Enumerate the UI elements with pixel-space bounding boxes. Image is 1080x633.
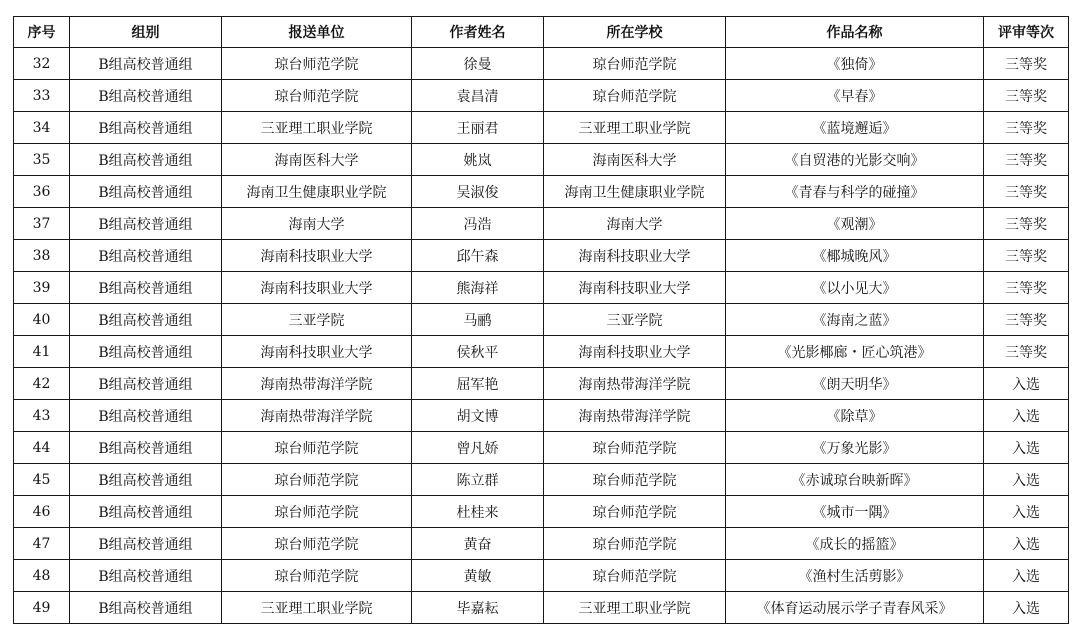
cell-submitting-unit: 琼台师范学院 (222, 528, 412, 560)
cell-award-level: 入选 (984, 528, 1069, 560)
table-row (14, 272, 1069, 304)
cell-school: 琼台师范学院 (544, 464, 726, 496)
cell-serial: 48 (14, 560, 70, 592)
cell-school: 海南大学 (544, 208, 726, 240)
cell-author-name: 马鹂 (412, 304, 544, 336)
cell-author-name: 侯秋平 (412, 336, 544, 368)
cell-school: 海南热带海洋学院 (544, 400, 726, 432)
table-row (14, 432, 1069, 464)
cell-author-name: 胡文博 (412, 400, 544, 432)
cell-work-title: 《赤诚琼台映新晖》 (726, 464, 984, 496)
cell-work-title: 《自贸港的光影交响》 (726, 144, 984, 176)
cell-school: 琼台师范学院 (544, 432, 726, 464)
cell-work-title: 《蓝境邂逅》 (726, 112, 984, 144)
cell-author-name: 黄敏 (412, 560, 544, 592)
table-row (14, 336, 1069, 368)
table-row (14, 176, 1069, 208)
cell-submitting-unit: 三亚理工职业学院 (222, 112, 412, 144)
cell-group: B组高校普通组 (70, 144, 222, 176)
cell-award-level: 三等奖 (984, 48, 1069, 80)
table-row (14, 528, 1069, 560)
cell-work-title: 《独倚》 (726, 48, 984, 80)
cell-work-title: 《观潮》 (726, 208, 984, 240)
cell-serial: 39 (14, 272, 70, 304)
cell-submitting-unit: 琼台师范学院 (222, 48, 412, 80)
cell-school: 海南医科大学 (544, 144, 726, 176)
cell-author-name: 陈立群 (412, 464, 544, 496)
table-row (14, 144, 1069, 176)
header-group: 组别 (70, 17, 222, 48)
table-row (14, 80, 1069, 112)
cell-group: B组高校普通组 (70, 432, 222, 464)
cell-school: 三亚学院 (544, 304, 726, 336)
cell-award-level: 三等奖 (984, 272, 1069, 304)
cell-submitting-unit: 海南科技职业大学 (222, 336, 412, 368)
cell-serial: 34 (14, 112, 70, 144)
cell-work-title: 《椰城晚风》 (726, 240, 984, 272)
cell-award-level: 三等奖 (984, 240, 1069, 272)
cell-award-level: 三等奖 (984, 80, 1069, 112)
table-row (14, 400, 1069, 432)
cell-serial: 45 (14, 464, 70, 496)
header-work-title: 作品名称 (726, 17, 984, 48)
cell-award-level: 入选 (984, 496, 1069, 528)
cell-group: B组高校普通组 (70, 400, 222, 432)
cell-group: B组高校普通组 (70, 368, 222, 400)
cell-award-level: 入选 (984, 400, 1069, 432)
cell-work-title: 《成长的摇篮》 (726, 528, 984, 560)
table-row (14, 368, 1069, 400)
table-row (14, 464, 1069, 496)
cell-school: 琼台师范学院 (544, 80, 726, 112)
cell-school: 琼台师范学院 (544, 496, 726, 528)
cell-work-title: 《朗天明华》 (726, 368, 984, 400)
cell-group: B组高校普通组 (70, 464, 222, 496)
table-row (14, 48, 1069, 80)
cell-submitting-unit: 琼台师范学院 (222, 80, 412, 112)
table-row (14, 592, 1069, 624)
cell-work-title: 《除草》 (726, 400, 984, 432)
results-table (13, 16, 1069, 624)
cell-group: B组高校普通组 (70, 560, 222, 592)
cell-award-level: 入选 (984, 432, 1069, 464)
cell-serial: 46 (14, 496, 70, 528)
cell-group: B组高校普通组 (70, 304, 222, 336)
cell-submitting-unit: 琼台师范学院 (222, 464, 412, 496)
cell-group: B组高校普通组 (70, 496, 222, 528)
cell-author-name: 冯浩 (412, 208, 544, 240)
cell-work-title: 《渔村生活剪影》 (726, 560, 984, 592)
cell-author-name: 徐曼 (412, 48, 544, 80)
table-row (14, 496, 1069, 528)
cell-serial: 43 (14, 400, 70, 432)
cell-school: 三亚理工职业学院 (544, 112, 726, 144)
cell-school: 海南科技职业大学 (544, 240, 726, 272)
header-serial: 序号 (14, 17, 70, 48)
cell-submitting-unit: 琼台师范学院 (222, 496, 412, 528)
cell-group: B组高校普通组 (70, 176, 222, 208)
cell-submitting-unit: 海南科技职业大学 (222, 240, 412, 272)
cell-author-name: 邱午森 (412, 240, 544, 272)
cell-work-title: 《青春与科学的碰撞》 (726, 176, 984, 208)
cell-submitting-unit: 海南热带海洋学院 (222, 368, 412, 400)
cell-group: B组高校普通组 (70, 592, 222, 624)
cell-school: 海南科技职业大学 (544, 272, 726, 304)
cell-serial: 36 (14, 176, 70, 208)
table-row (14, 240, 1069, 272)
cell-submitting-unit: 海南卫生健康职业学院 (222, 176, 412, 208)
cell-work-title: 《海南之蓝》 (726, 304, 984, 336)
cell-award-level: 入选 (984, 464, 1069, 496)
cell-school: 海南科技职业大学 (544, 336, 726, 368)
cell-serial: 35 (14, 144, 70, 176)
cell-serial: 41 (14, 336, 70, 368)
cell-award-level: 入选 (984, 560, 1069, 592)
cell-serial: 42 (14, 368, 70, 400)
table-body (14, 48, 1069, 624)
cell-author-name: 王丽君 (412, 112, 544, 144)
cell-award-level: 三等奖 (984, 336, 1069, 368)
cell-award-level: 三等奖 (984, 112, 1069, 144)
cell-school: 三亚理工职业学院 (544, 592, 726, 624)
header-author-name: 作者姓名 (412, 17, 544, 48)
cell-award-level: 入选 (984, 592, 1069, 624)
cell-author-name: 曾凡娇 (412, 432, 544, 464)
cell-submitting-unit: 海南大学 (222, 208, 412, 240)
cell-work-title: 《早春》 (726, 80, 984, 112)
cell-school: 海南热带海洋学院 (544, 368, 726, 400)
cell-serial: 49 (14, 592, 70, 624)
cell-author-name: 黄奋 (412, 528, 544, 560)
cell-serial: 47 (14, 528, 70, 560)
cell-group: B组高校普通组 (70, 48, 222, 80)
cell-award-level: 三等奖 (984, 304, 1069, 336)
table-row (14, 560, 1069, 592)
cell-group: B组高校普通组 (70, 528, 222, 560)
cell-serial: 37 (14, 208, 70, 240)
cell-award-level: 三等奖 (984, 208, 1069, 240)
header-award-level: 评审等次 (984, 17, 1069, 48)
cell-serial: 32 (14, 48, 70, 80)
table-row (14, 112, 1069, 144)
cell-submitting-unit: 琼台师范学院 (222, 560, 412, 592)
cell-group: B组高校普通组 (70, 336, 222, 368)
cell-school: 琼台师范学院 (544, 560, 726, 592)
cell-serial: 33 (14, 80, 70, 112)
cell-serial: 44 (14, 432, 70, 464)
cell-submitting-unit: 海南科技职业大学 (222, 272, 412, 304)
cell-author-name: 熊海祥 (412, 272, 544, 304)
table-header (14, 17, 1069, 48)
cell-group: B组高校普通组 (70, 112, 222, 144)
cell-group: B组高校普通组 (70, 208, 222, 240)
cell-work-title: 《体育运动展示学子青春风采》 (726, 592, 984, 624)
header-row (14, 17, 1069, 48)
cell-author-name: 屈军艳 (412, 368, 544, 400)
cell-author-name: 杜桂来 (412, 496, 544, 528)
cell-serial: 38 (14, 240, 70, 272)
cell-school: 琼台师范学院 (544, 48, 726, 80)
cell-author-name: 袁昌清 (412, 80, 544, 112)
cell-work-title: 《万象光影》 (726, 432, 984, 464)
cell-group: B组高校普通组 (70, 240, 222, 272)
cell-school: 海南卫生健康职业学院 (544, 176, 726, 208)
table-row (14, 208, 1069, 240)
cell-submitting-unit: 海南热带海洋学院 (222, 400, 412, 432)
cell-serial: 40 (14, 304, 70, 336)
header-submitting-unit: 报送单位 (222, 17, 412, 48)
cell-group: B组高校普通组 (70, 272, 222, 304)
cell-award-level: 三等奖 (984, 176, 1069, 208)
table-row (14, 304, 1069, 336)
cell-author-name: 姚岚 (412, 144, 544, 176)
cell-award-level: 三等奖 (984, 144, 1069, 176)
cell-author-name: 毕嘉耘 (412, 592, 544, 624)
cell-work-title: 《光影椰廊・匠心筑港》 (726, 336, 984, 368)
cell-author-name: 吴淑俊 (412, 176, 544, 208)
cell-work-title: 《城市一隅》 (726, 496, 984, 528)
cell-award-level: 入选 (984, 368, 1069, 400)
cell-submitting-unit: 海南医科大学 (222, 144, 412, 176)
cell-group: B组高校普通组 (70, 80, 222, 112)
cell-submitting-unit: 三亚理工职业学院 (222, 592, 412, 624)
cell-submitting-unit: 琼台师范学院 (222, 432, 412, 464)
cell-school: 琼台师范学院 (544, 528, 726, 560)
cell-work-title: 《以小见大》 (726, 272, 984, 304)
header-school: 所在学校 (544, 17, 726, 48)
cell-submitting-unit: 三亚学院 (222, 304, 412, 336)
